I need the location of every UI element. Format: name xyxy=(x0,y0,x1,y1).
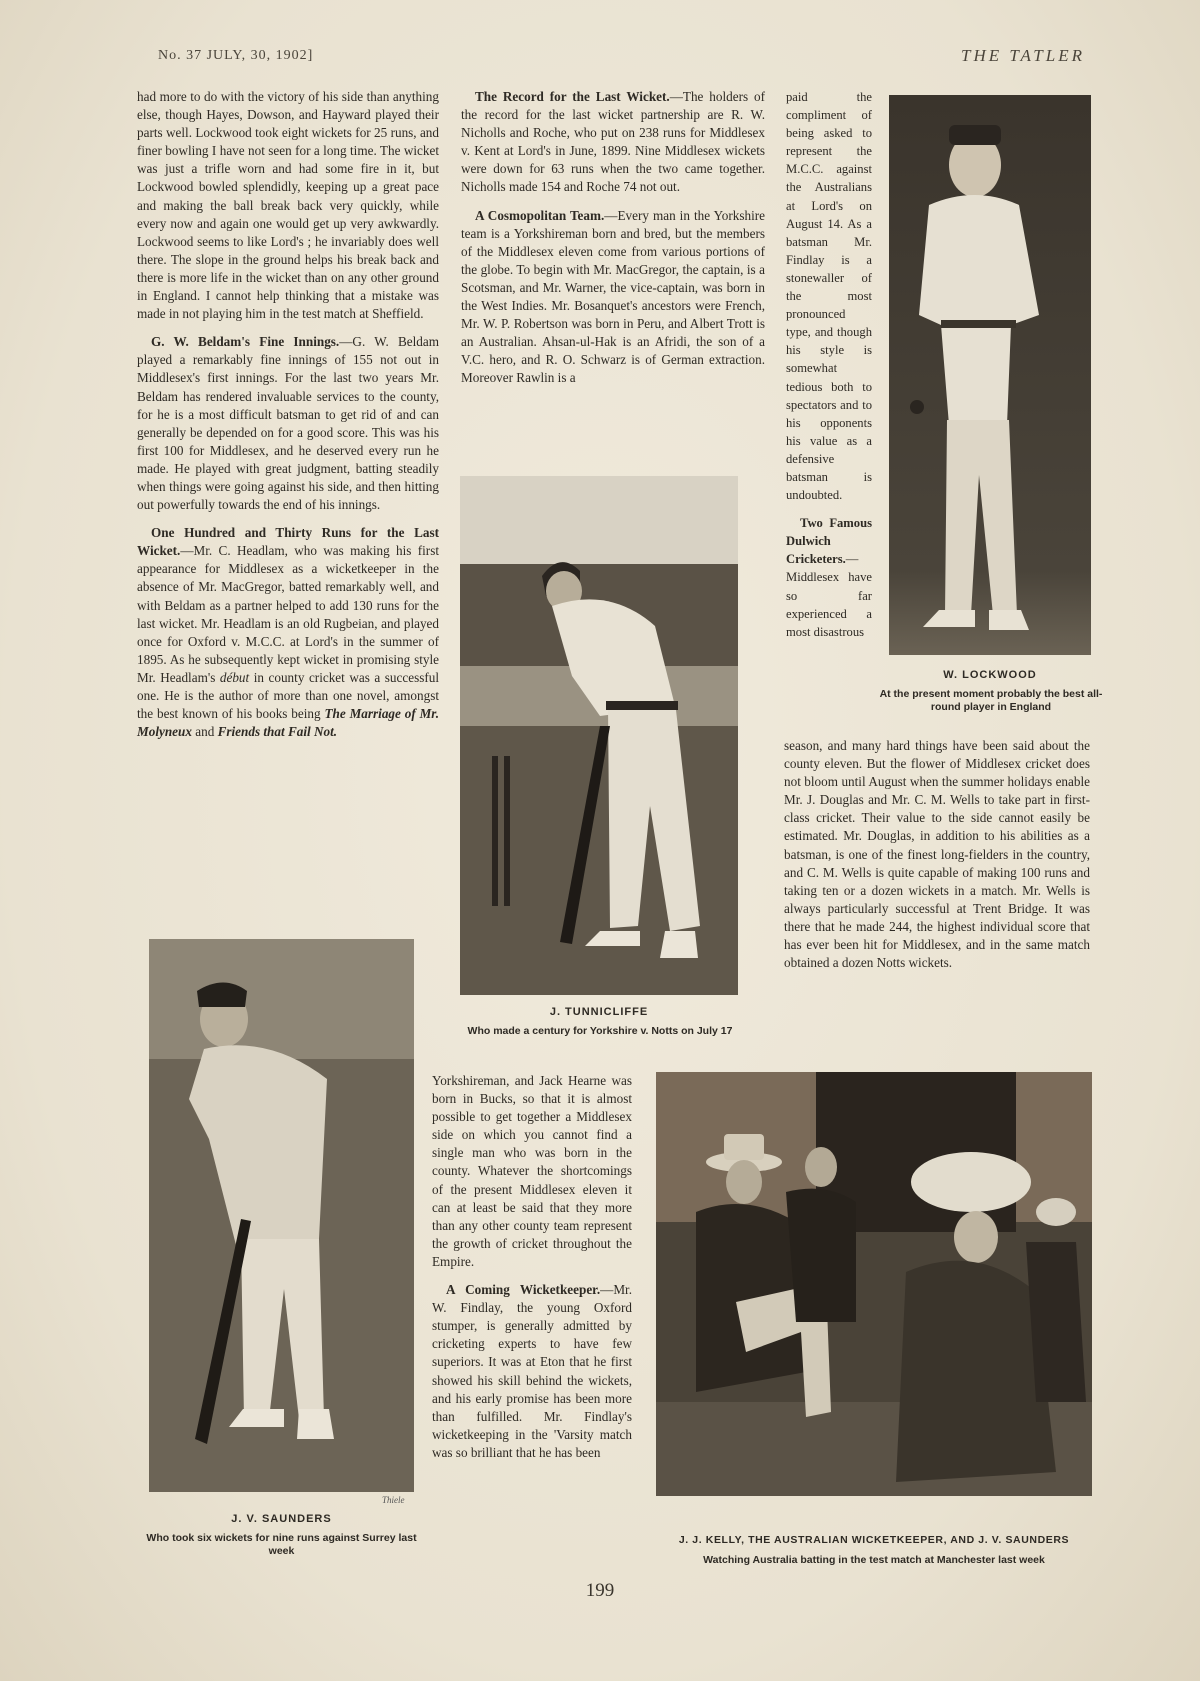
paragraph-beldam xyxy=(137,333,439,514)
body-and: and xyxy=(191,724,218,740)
magazine-title-header: THE TATLER xyxy=(961,46,1085,65)
heading-record: The Record for the Last Wicket. xyxy=(475,89,670,104)
caption-tunnicliffe-sub: Who made a century for Yorkshire v. Notts on July 17 xyxy=(467,1025,733,1037)
column-3b xyxy=(784,737,1090,982)
caption-tunnicliffe-title: J. TUNNICLIFFE xyxy=(549,1006,649,1018)
paragraph-douglas-wells: season, and many hard things have been said about the county eleven. But the flower of Middlesex cricket does not bloom until August when the summer holidays enable Mr. J. Douglas and Mr. C. M. Wells to take part in first-class cricket. Their value to the side cannot easily be estimated. Mr. Douglas, in addition to his abilities as a batsman, is one of the finest long-fielders in the country, and C. M. Wells is quite capable of making 100 runs and taking ten or a dozen wickets in a match. Mr. Wells is always particularly successful at Trent Bridge. It was there that he made 244, the highest individual score that has ever been hit for Middlesex, and in the same match obtained a dozen Notts wickets. xyxy=(784,738,1090,971)
column-2 xyxy=(461,88,765,398)
page-number: 199 xyxy=(585,1580,615,1601)
caption-kelly-sub: Watching Australia batting in the test match at Manchester last week xyxy=(703,1554,1045,1566)
caption-saunders-title: J. V. SAUNDERS xyxy=(231,1513,332,1525)
body-dulwich: —Middlesex have so far experienced a most disastrous xyxy=(786,552,872,639)
heading-dulwich: Two Famous Dulwich Cricketers. xyxy=(786,516,872,567)
paragraph-record xyxy=(461,88,765,197)
caption-lockwood-sub: At the present moment probably the best all-round player in England xyxy=(879,688,1103,713)
caption-kelly-title: J. J. KELLY, THE AUSTRALIAN WICKETKEEPER, AND J. V. SAUNDERS xyxy=(678,1534,1070,1546)
heading-cosmopolitan: A Cosmopolitan Team. xyxy=(475,207,605,223)
column-2b xyxy=(432,1072,632,1472)
book-title-1: The Marriage of Mr. Molyneux xyxy=(137,706,439,740)
book-title-2: Friends that Fail Not. xyxy=(217,724,338,740)
photo-tunnicliffe xyxy=(460,476,738,995)
photo-kelly-saunders xyxy=(656,1072,1092,1496)
paragraph-wicketkeeper xyxy=(432,1281,632,1462)
column-3 xyxy=(786,88,872,651)
body-record: —The holders of the record for the last wicket partnership are R. W. Nicholls and Roche, who put on 238 runs for Middlesex v. Kent at Lord's in June, 1899. Nine Middlesex wickets were down for 63 runs when the two came together. Nicholls made 154 and Roche 74 not out. xyxy=(461,89,765,195)
body-wicketkeeper: —Mr. W. Findlay, the young Oxford stumper, is generally admitted by cricketing experts to have few superiors. It was at Eton that he first showed his skill behind the wickets, and his early promise has been more than fulfilled. Mr. Findlay's wicketkeeping in the 'Varsity match was so brilliant that he has been xyxy=(432,1282,632,1460)
column-1 xyxy=(137,88,439,751)
heading-beldam: G. W. Beldam's Fine Innings. xyxy=(151,334,340,350)
body-beldam: —G. W. Beldam played a remarkably fine innings of 155 not out in Middlesex's first innings. For the last two years Mr. Beldam has rendered invaluable services to the county, for he is a most difficult batsman to get rid of and can generally be depended on for a good score. This was his first 100 for Middlesex, and he deserved every run he made. He played with great judgment, batting steadily when things were going against his side, and then hitting out powerfully towards the end of his innings. xyxy=(137,334,439,513)
heading-last-wicket-130: One Hundred and Thirty Runs for the Last Wicket. xyxy=(137,525,439,559)
paragraph-findlay: paid the compliment of being asked to represent the M.C.C. against the Australians at Lord's on August 14. As a batsman Mr. Findlay is a stonewaller of the most pronounced type, and though his style is somewhat tedious both to spectators and to his opponents his value as a defensive batsman is undoubted. xyxy=(786,90,872,503)
paragraph-cosmopolitan xyxy=(461,207,765,388)
caption-saunders-sub: Who took six wickets for nine runs against Surrey last week xyxy=(146,1532,417,1557)
photo-credit-saunders: Thiele xyxy=(382,1495,405,1505)
heading-wicketkeeper: A Coming Wicketkeeper. xyxy=(446,1282,601,1298)
paragraph-dulwich xyxy=(786,514,872,641)
body-headlam-a: —Mr. C. Headlam, who was making his first appearance for Middlesex as a wicketkeeper in the absence of Mr. MacGregor, batted remarkably well, and with Beldam as a partner helped to add 130 runs for the last wicket. Mr. Headlam is an old Rugbeian, and played once for Oxford v. M.C.C. at Lord's in the summer of 1895. As he subsequently kept wicket in promising style Mr. Headlam's xyxy=(137,543,439,685)
body-cosmopolitan: —Every man in the Yorkshire team is a Yorkshireman born and bred, but the members of the Middlesex eleven come from various portions of the globe. To begin with Mr. MacGregor, the captain, is a Scotsman, and Mr. Warner, the vice-captain, was born in the West Indies. Mr. Bosanquet's ancestors were French, Mr. W. P. Robertson was born in Peru, and Albert Trott is an Australian. Ahsan-ul-Hak is an Afridi, the son of a V.C. hero, and R. O. Schwarz is of German extraction. Moreover Rawlin is a xyxy=(461,207,765,386)
paragraph-yorkshireman: Yorkshireman, and Jack Hearne was born in Bucks, so that it is almost possible to get together a Middlesex side on which you cannot find a single man who was born in the county. Whatever the shortcomings of the present Middlesex eleven it can at least be said that they more than any other county team represent the growth of cricket throughout the Empire. xyxy=(432,1073,632,1269)
paragraph-lockwood: had more to do with the victory of his side than anything else, though Hayes, Dowson, and Hayward played their parts well. Lockwood took eight wickets for 25 runs, and finer bowling I have not seen for a long time. The wicket was just a trifle worn and had some fire in it, but Lockwood bowled splendidly, keeping up a great pace and making the ball break back very quickly, while every now and again one would get up very awkwardly. Lockwood seems to like Lord's ; he invariably does well there. The slope in the ground helps his break back and there is more life in the wicket than on any other ground in England. I cannot help thinking that a mistake was made in not playing him in the test match at Sheffield. xyxy=(137,89,439,322)
paragraph-headlam xyxy=(137,524,439,741)
photo-lockwood xyxy=(889,95,1091,655)
issue-date-header: No. 37 JULY, 30, 1902] xyxy=(158,48,314,63)
debut-word: début xyxy=(219,669,250,685)
body-headlam-b: in county cricket was a successful one. He is the author of more than one novel, amongst the best known of his books being xyxy=(137,669,439,722)
caption-lockwood-title: W. LOCKWOOD xyxy=(943,669,1037,681)
photo-saunders xyxy=(149,939,414,1492)
